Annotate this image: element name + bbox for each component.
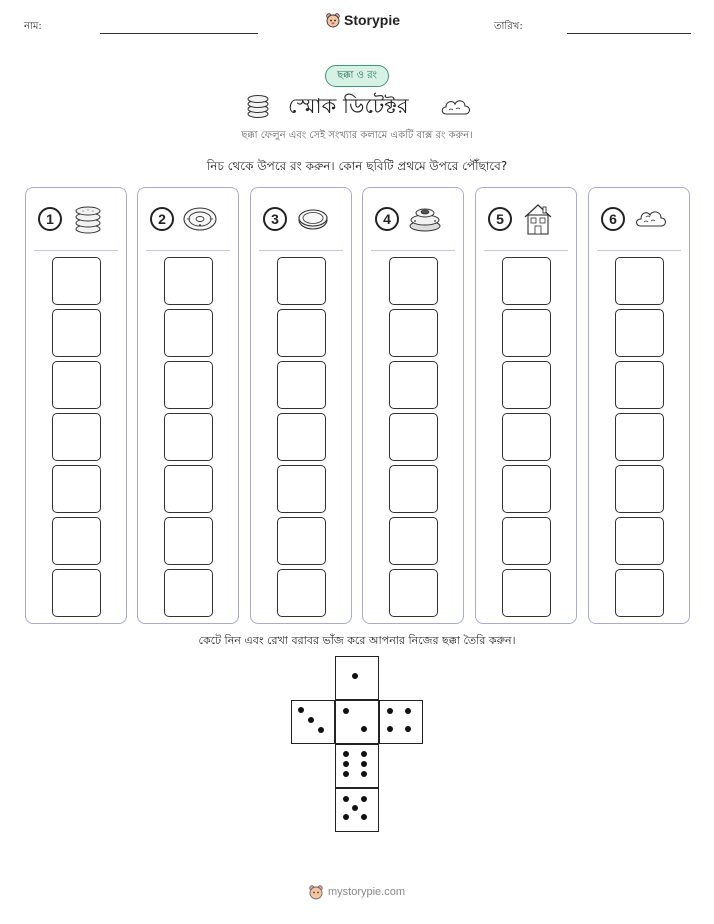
dice-face-3 <box>291 700 335 744</box>
column-number: 4 <box>375 207 399 231</box>
storypie-mascot-icon <box>308 884 324 900</box>
worksheet-header <box>0 0 714 50</box>
dice-pip <box>387 726 393 732</box>
dice-face-1 <box>335 656 379 700</box>
color-box[interactable] <box>502 413 551 461</box>
color-box[interactable] <box>164 257 213 305</box>
smoke-cloud-icon <box>440 96 472 118</box>
color-box[interactable] <box>52 257 101 305</box>
color-box[interactable] <box>502 569 551 617</box>
dice-pip <box>343 751 349 757</box>
dice-pip <box>343 814 349 820</box>
color-box[interactable] <box>502 257 551 305</box>
column-number: 1 <box>38 207 62 231</box>
date-label: তারিখ: <box>494 21 523 32</box>
column-header <box>26 188 126 250</box>
color-box[interactable] <box>389 257 438 305</box>
smoke-cloud-icon <box>633 202 669 236</box>
footer-url: mystorypie.com <box>328 886 406 898</box>
color-box[interactable] <box>502 465 551 513</box>
dice-pip <box>405 708 411 714</box>
color-box[interactable] <box>389 309 438 357</box>
dice-face-2 <box>335 700 379 744</box>
color-box[interactable] <box>52 517 101 565</box>
color-box[interactable] <box>164 569 213 617</box>
color-box[interactable] <box>615 465 664 513</box>
color-box[interactable] <box>389 517 438 565</box>
column-header <box>476 188 576 250</box>
brand-logo <box>325 12 400 28</box>
dice-pip <box>298 707 304 713</box>
activity-badge: ছক্কা ও রং <box>325 65 389 87</box>
column-2 <box>137 187 239 624</box>
color-box[interactable] <box>615 361 664 409</box>
column-divider <box>597 250 681 251</box>
dice-pip <box>361 796 367 802</box>
column-3 <box>250 187 352 624</box>
date-field[interactable] <box>567 33 691 34</box>
footer <box>308 884 405 900</box>
dice-pip <box>343 771 349 777</box>
color-box[interactable] <box>277 569 326 617</box>
column-divider <box>371 250 455 251</box>
column-number: 3 <box>263 207 287 231</box>
page-title: স্মোক ডিটেক্টর <box>288 94 409 118</box>
stacked-detector-icon <box>407 202 443 236</box>
dice-pip <box>343 708 349 714</box>
color-box[interactable] <box>52 465 101 513</box>
column-1 <box>25 187 127 624</box>
column-number: 2 <box>150 207 174 231</box>
subtitle: ছক্কা ফেলুন এবং সেই সংখ্যার কলামে একটি বাক্স রং করুন। <box>241 130 473 141</box>
color-box[interactable] <box>164 309 213 357</box>
color-box[interactable] <box>389 465 438 513</box>
column-number: 5 <box>488 207 512 231</box>
color-box[interactable] <box>389 569 438 617</box>
color-box[interactable] <box>52 413 101 461</box>
column-number: 6 <box>601 207 625 231</box>
dice-pip <box>318 727 324 733</box>
dice-pip <box>405 726 411 732</box>
title-row <box>246 86 476 126</box>
color-box[interactable] <box>502 517 551 565</box>
color-box[interactable] <box>502 361 551 409</box>
name-label: নাম: <box>24 21 42 32</box>
column-divider <box>484 250 568 251</box>
dice-face-5 <box>335 788 379 832</box>
color-box[interactable] <box>615 517 664 565</box>
column-header <box>589 188 689 250</box>
dice-pip <box>361 761 367 767</box>
column-divider <box>146 250 230 251</box>
color-box[interactable] <box>164 361 213 409</box>
dice-pip <box>343 761 349 767</box>
color-box[interactable] <box>52 361 101 409</box>
color-box[interactable] <box>277 413 326 461</box>
dice-pip <box>361 726 367 732</box>
color-box[interactable] <box>52 309 101 357</box>
dice-pip <box>343 796 349 802</box>
color-box[interactable] <box>502 309 551 357</box>
column-6 <box>588 187 690 624</box>
coin-stack-icon <box>70 202 106 236</box>
column-divider <box>259 250 343 251</box>
dice-pip <box>387 708 393 714</box>
column-header <box>363 188 463 250</box>
storypie-mascot-icon <box>325 12 341 28</box>
color-box[interactable] <box>277 517 326 565</box>
column-5 <box>475 187 577 624</box>
color-box[interactable] <box>277 257 326 305</box>
color-box[interactable] <box>389 413 438 461</box>
brand-name: Storypie <box>344 12 401 28</box>
column-header <box>138 188 238 250</box>
dice-pip <box>361 814 367 820</box>
color-box[interactable] <box>615 413 664 461</box>
color-box[interactable] <box>615 257 664 305</box>
color-box[interactable] <box>615 309 664 357</box>
house-icon <box>520 202 556 236</box>
dice-face-4 <box>379 700 423 744</box>
color-box[interactable] <box>277 309 326 357</box>
color-box[interactable] <box>164 517 213 565</box>
color-box[interactable] <box>277 465 326 513</box>
dice-pip <box>308 717 314 723</box>
dice-face-6 <box>335 744 379 788</box>
color-box[interactable] <box>164 413 213 461</box>
coin-stack-icon <box>246 92 270 120</box>
color-box[interactable] <box>164 465 213 513</box>
color-box[interactable] <box>389 361 438 409</box>
cut-instruction: কেটে নিন এবং রেখা বরাবর ভাঁজ করে আপনার নিজের ছক্কা তৈরি করুন। <box>198 634 516 647</box>
column-4 <box>362 187 464 624</box>
instruction-text: নিচ থেকে উপরে রং করুন। কোন ছবিটি প্রথমে উপরে পৌঁছাবে? <box>206 159 508 173</box>
dice-pip <box>352 805 358 811</box>
coin-icon <box>295 202 331 236</box>
column-header <box>251 188 351 250</box>
name-field[interactable] <box>100 33 258 34</box>
color-box[interactable] <box>615 569 664 617</box>
color-box[interactable] <box>52 569 101 617</box>
dice-pip <box>361 751 367 757</box>
dice-pip <box>361 771 367 777</box>
column-divider <box>34 250 118 251</box>
color-box[interactable] <box>277 361 326 409</box>
smoke-detector-icon <box>182 202 218 236</box>
dice-pip <box>352 673 358 679</box>
